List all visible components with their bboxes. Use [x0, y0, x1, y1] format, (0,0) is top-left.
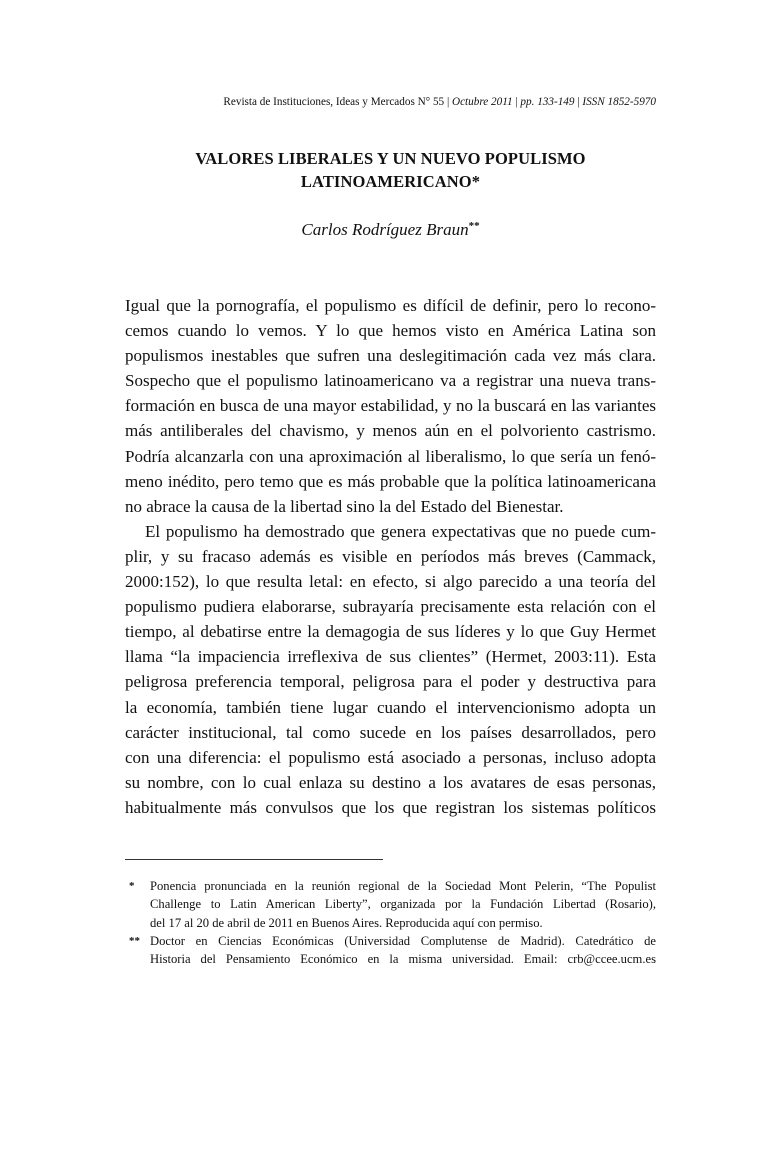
title-line-1: VALORES LIBERALES Y UN NUEVO POPULISMO	[195, 149, 586, 168]
issue-date: Octubre 2011	[451, 96, 513, 108]
footnote-line: del 17 al 20 de abril de 2011 en Buenos Aires. Reproducida aquí con permiso.	[150, 915, 543, 930]
header-separator: |	[512, 96, 521, 108]
text-line: cemos cuando lo vemos. Y lo que hemos visto en América Latina son	[125, 321, 656, 341]
footnote-mark: *	[129, 880, 135, 892]
footnote-line: Challenge to Latin American Liberty”, organizada por la Fundación Libertad (Rosario),	[150, 897, 656, 912]
text-line: la economía, también tiene lugar cuando el intervencionismo adopta un	[125, 697, 656, 717]
page-range: pp. 133-149	[520, 96, 575, 108]
title-line-2: LATINOAMERICANO*	[300, 172, 481, 191]
text-line: Sospecho que el populismo latinoamericano va a registrar una nueva trans-	[125, 371, 656, 391]
text-line: meno inédito, pero temo que es más probable que la política latinoamericana	[125, 471, 656, 491]
footnote-mark: **	[129, 934, 140, 947]
header-separator: |	[444, 96, 452, 108]
text-line: Podría alcanzarla con una aproximación al liberalismo, lo que sería un fenó-	[125, 446, 656, 466]
footnote-1	[125, 877, 656, 932]
author-footnote-mark: **	[468, 220, 480, 232]
text-line: no abrace la causa de la libertad sino la del Estado del Bienestar.	[125, 496, 564, 516]
text-line: plir, y su fracaso además es visible en períodos más breves (Cammack,	[125, 546, 656, 566]
running-header	[140, 96, 656, 108]
text-line: populismos inestables que sufren una deslegitimación cada vez más clara.	[125, 346, 656, 366]
author-byline	[125, 220, 656, 240]
footnote-2	[125, 932, 656, 969]
text-line: 2000:152), lo que resulta letal: en efecto, si algo parecido a una teoría del	[125, 572, 656, 592]
text-line: más antiliberales del chavismo, y menos aún en el polvoriento castrismo.	[125, 421, 656, 441]
text-line: su nombre, con lo cual enlaza su destino a los avatares de esas personas,	[125, 772, 656, 792]
text-line: llama “la impaciencia irreflexiva de sus clientes” (Hermet, 2003:11). Esta	[125, 647, 656, 667]
text-line: populismo pudiera elaborarse, subrayaría precisamente esta relación con el	[125, 597, 656, 617]
text-line: carácter institucional, tal como sucede en los países desarrollados, pero	[125, 722, 656, 742]
paragraph-1	[125, 293, 656, 519]
text-line: peligrosa preferencia temporal, peligrosa para el poder y destructiva para	[125, 672, 656, 692]
text-line: Igual que la pornografía, el populismo es difícil de definir, pero lo recono-	[125, 296, 656, 315]
author-name: Carlos Rodríguez Braun	[301, 220, 469, 239]
article-title	[125, 147, 656, 193]
footnote-line: Ponencia pronunciada en la reunión regional de la Sociedad Mont Pelerin, “The Populist	[150, 879, 656, 893]
text-line: tiempo, al debatirse entre la demagogia de sus líderes y lo que Guy Hermet	[125, 622, 656, 642]
footnote-divider	[125, 859, 383, 860]
paragraph-2	[125, 519, 656, 820]
article-body	[125, 293, 656, 820]
footnote-line: Doctor en Ciencias Económicas (Universidad Complutense de Madrid). Catedrático de	[150, 933, 656, 948]
journal-name: Revista de Instituciones, Ideas y Mercados N° 55	[223, 96, 445, 108]
text-line: con una diferencia: el populismo está asociado a personas, incluso adopta	[125, 747, 656, 767]
text-line: formación en busca de una mayor estabilidad, y no la buscará en las variantes	[125, 396, 656, 416]
footnotes	[125, 877, 656, 968]
text-line: habitualmente más convulsos que los que registran los sistemas políticos	[125, 797, 656, 817]
header-separator: |	[574, 96, 583, 108]
text-line: El populismo ha demostrado que genera expectativas que no puede cum-	[145, 521, 656, 541]
footnote-line: Historia del Pensamiento Económico en la misma universidad. Email: crb@ccee.ucm.es	[150, 952, 656, 967]
issn: ISSN 1852-5970	[582, 96, 656, 108]
